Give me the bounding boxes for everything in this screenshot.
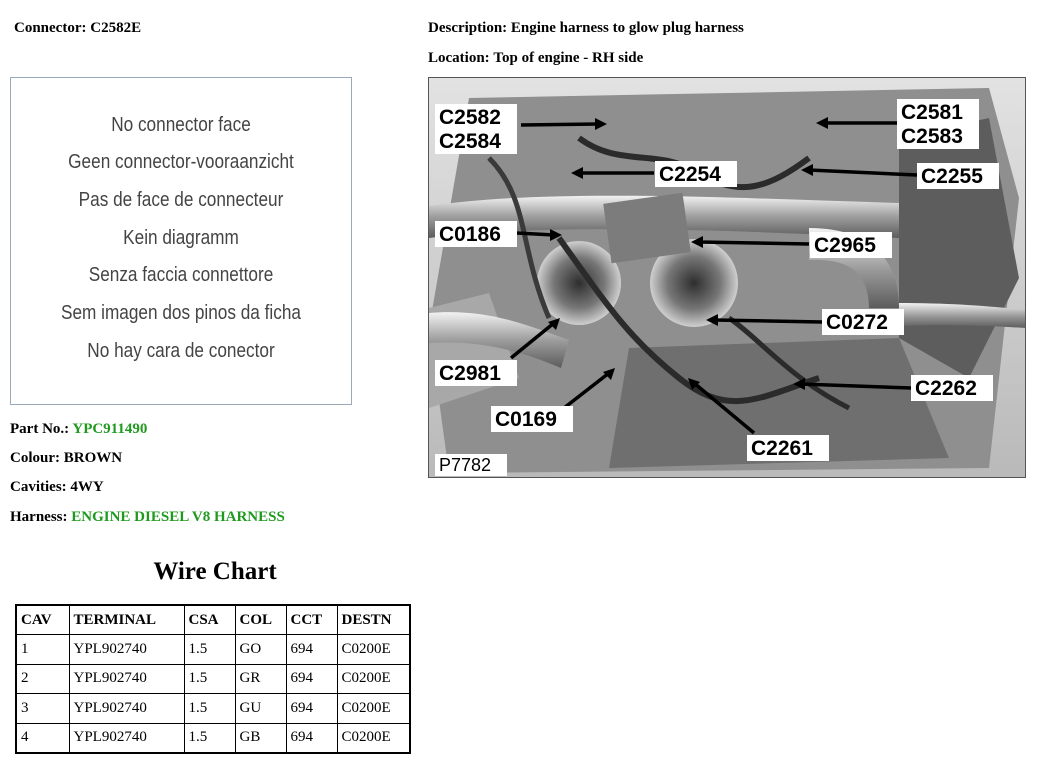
no-connector-face-panel — [10, 77, 352, 405]
wire-chart-title: Wire Chart — [153, 558, 277, 585]
cell-terminal: YPL902740 — [69, 723, 184, 753]
cell-csa: 1.5 — [184, 635, 235, 665]
engine-illustration — [429, 78, 1026, 478]
no-face-line-de: Kein diagramm — [123, 227, 239, 249]
callout-c2582: C2582 — [439, 106, 501, 129]
description-value: Engine harness to glow plug harness — [510, 20, 744, 36]
no-face-line-en: No connector face — [111, 114, 251, 136]
callout-c0186: C0186 — [439, 223, 501, 246]
engine-photo — [428, 77, 1026, 478]
callout-c0272: C0272 — [826, 311, 888, 334]
description-line — [428, 20, 744, 37]
callout-c2583: C2583 — [901, 125, 963, 148]
arrow-c2582 — [521, 124, 599, 125]
part-no-line — [10, 421, 147, 438]
cell-col: GO — [235, 635, 286, 665]
cell-terminal: YPL902740 — [69, 664, 184, 694]
callout-c2965: C2965 — [814, 234, 876, 257]
cell-cav: 1 — [16, 635, 69, 665]
cell-col: GU — [235, 694, 286, 724]
cell-terminal: YPL902740 — [69, 694, 184, 724]
harness-junction — [603, 193, 691, 264]
location-label: Location: — [428, 50, 490, 66]
table-row — [16, 694, 410, 724]
cell-cct: 694 — [286, 694, 337, 724]
harness-label: Harness: — [10, 509, 68, 525]
callout-c0169: C0169 — [495, 408, 557, 431]
cell-cav: 3 — [16, 694, 69, 724]
cell-cct: 694 — [286, 723, 337, 753]
cell-destn: C0200E — [337, 723, 410, 753]
location-value: Top of engine - RH side — [493, 50, 644, 66]
cell-col: GB — [235, 723, 286, 753]
connector-value: C2582E — [90, 20, 142, 36]
cavities-value: 4WY — [70, 479, 104, 495]
description-label: Description: — [428, 20, 508, 36]
part-no-label: Part No.: — [10, 421, 70, 437]
harness-value[interactable]: ENGINE DIESEL V8 HARNESS — [71, 509, 285, 525]
callout-c2254: C2254 — [659, 163, 721, 186]
wire-chart-table — [15, 604, 411, 754]
cell-destn: C0200E — [337, 635, 410, 665]
callout-c2584: C2584 — [439, 130, 501, 153]
column-header-cav: CAV — [16, 605, 69, 635]
column-header-cct: CCT — [286, 605, 337, 635]
colour-line — [10, 450, 122, 467]
callout-c2255: C2255 — [921, 165, 983, 188]
column-header-destn: DESTN — [337, 605, 410, 635]
table-row — [16, 635, 410, 665]
column-header-col: COL — [235, 605, 286, 635]
figure-id: P7782 — [439, 455, 492, 475]
table-row — [16, 723, 410, 753]
cell-destn: C0200E — [337, 664, 410, 694]
location-line — [428, 50, 643, 67]
cell-csa: 1.5 — [184, 694, 235, 724]
cell-terminal: YPL902740 — [69, 635, 184, 665]
cell-cct: 694 — [286, 664, 337, 694]
callout-c2581: C2581 — [901, 101, 963, 124]
colour-label: Colour: — [10, 450, 60, 466]
arrow-c0272 — [714, 320, 822, 322]
table-header-row — [16, 605, 410, 635]
connector-title — [14, 20, 141, 37]
no-face-line-it: Senza faccia connettore — [88, 264, 274, 286]
cell-destn: C0200E — [337, 694, 410, 724]
no-face-line-fr: Pas de face de connecteur — [78, 189, 284, 211]
connector-label: Connector: — [14, 20, 87, 36]
cell-csa: 1.5 — [184, 723, 235, 753]
colour-value: BROWN — [63, 450, 123, 466]
no-face-line-es: No hay cara de conector — [87, 340, 275, 362]
no-face-line-nl: Geen connector-vooraanzicht — [68, 151, 294, 173]
part-no-value[interactable]: YPC911490 — [72, 421, 148, 437]
turbo-left — [537, 241, 621, 325]
cavities-label: Cavities: — [10, 479, 67, 495]
arrow-c0186 — [517, 233, 554, 235]
callout-c2981: C2981 — [439, 362, 501, 385]
callout-c2262: C2262 — [915, 377, 977, 400]
arrow-c2965 — [699, 242, 809, 244]
column-header-terminal: TERMINAL — [69, 605, 184, 635]
harness-line — [10, 509, 285, 526]
cavities-line — [10, 479, 104, 496]
callout-c2261: C2261 — [751, 437, 813, 460]
table-row — [16, 664, 410, 694]
cell-cav: 2 — [16, 664, 69, 694]
no-face-line-pt: Sem imagen dos pinos da ficha — [61, 302, 301, 324]
cell-csa: 1.5 — [184, 664, 235, 694]
column-header-csa: CSA — [184, 605, 235, 635]
cell-cct: 694 — [286, 635, 337, 665]
cell-cav: 4 — [16, 723, 69, 753]
cell-col: GR — [235, 664, 286, 694]
